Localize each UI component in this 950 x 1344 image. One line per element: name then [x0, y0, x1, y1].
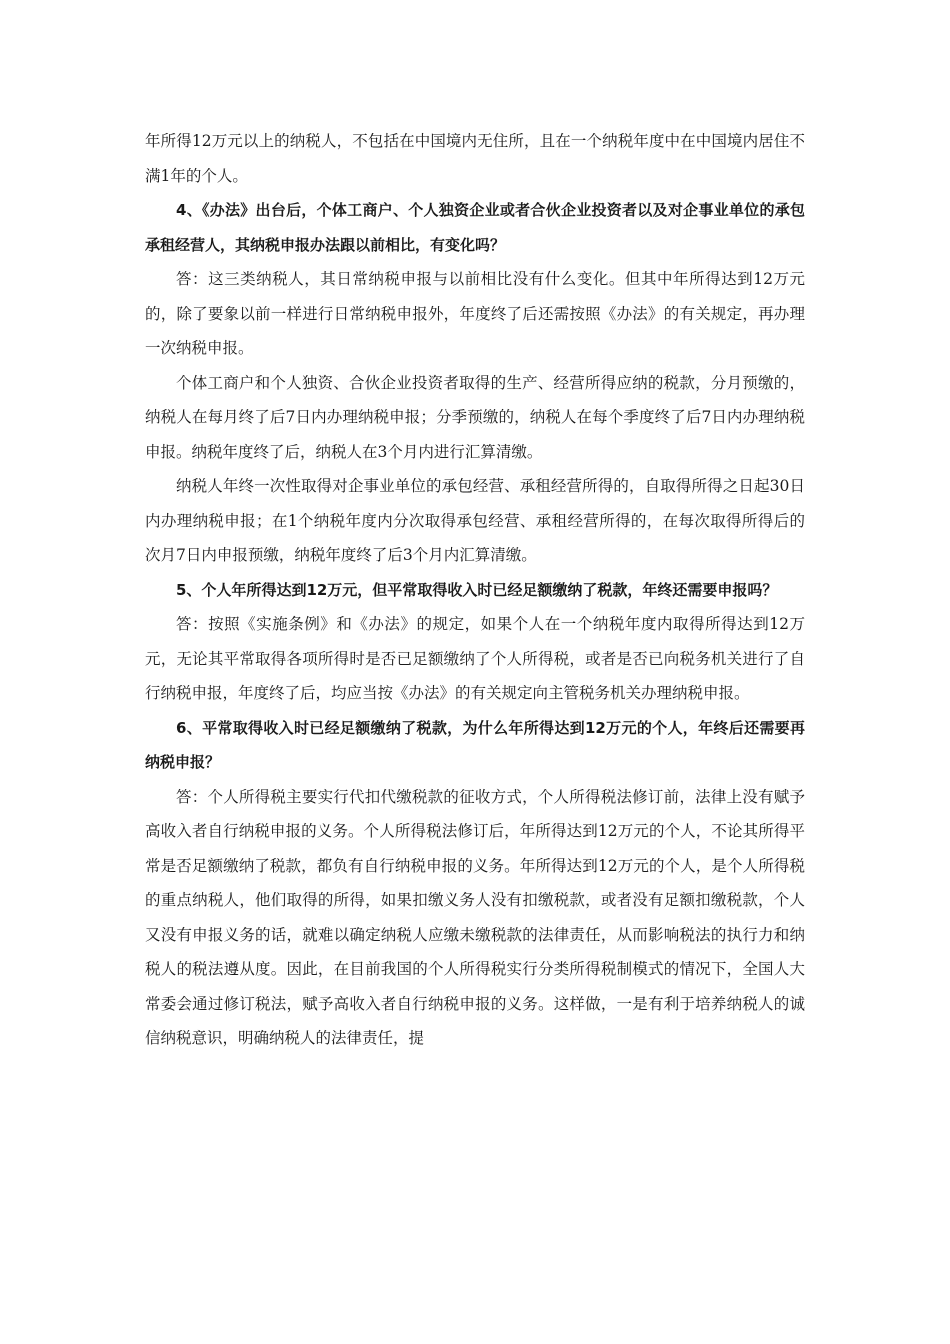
answer-4-paragraph-2: 个体工商户和个人独资、合伙企业投资者取得的生产、经营所得应纳的税款，分月预缴的，纳税人在每月终了后7日内办理纳税申报；分季预缴的，纳税人在每个季度终了后7日内办理纳税申报。纳税年度终了后，纳税人在3个月内进行汇算清缴。 — [145, 373, 805, 461]
question-4-heading: 4、《办法》出台后，个体工商户、个人独资企业或者合伙企业投资者以及对企事业单位的承包承租经营人，其纳税申报办法跟以前相比，有变化吗？ — [145, 201, 805, 254]
question-5-heading: 5、个人年所得达到12万元，但平常取得收入时已经足额缴纳了税款，年终还需要申报吗？ — [176, 580, 778, 599]
question-6-heading: 6、平常取得收入时已经足额缴纳了税款，为什么年所得达到12万元的个人，年终后还需要再纳税申报？ — [145, 718, 805, 771]
answer-5-paragraph: 答：按照《实施条例》和《办法》的规定，如果个人在一个纳税年度内取得所得达到12万元，无论其平常取得各项所得时是否已足额缴纳了个人所得税，或者是否已向税务机关进行了自行纳税申报，年度终了后，均应当按《办法》的有关规定向主管税务机关办理纳税申报。 — [145, 615, 805, 702]
answer-6-paragraph: 答：个人所得税主要实行代扣代缴税款的征收方式，个人所得税法修订前，法律上没有赋予高收入者自行纳税申报的义务。个人所得税法修订后，年所得达到12万元的个人，不论其所得平常是否足额缴纳了税款，都负有自行纳税申报的义务。年所得达到12万元的个人，是个人所得税的重点纳税人，他们取得的所得，如果扣缴义务人没有扣缴税款，或者没有足额扣缴税款，个人又没有申报义务的话，就难以确定纳税人应缴未缴税款的法律责任，从而影响税法的执行力和纳税人的税法遵从度。因此，在目前我国的个人所得税实行分类所得税制模式的情况下，全国人大常委会通过修订税法，赋予高收入者自行纳税申报的义务。这样做，一是有利于培养纳税人的诚信纳税意识，明确纳税人的法律责任，提 — [145, 787, 805, 1047]
document-page — [145, 124, 805, 1056]
continuation-paragraph: 年所得12万元以上的纳税人，不包括在中国境内无住所，且在一个纳税年度中在中国境内居住不满1年的个人。 — [145, 132, 805, 185]
answer-4-paragraph-1: 答：这三类纳税人，其日常纳税申报与以前相比没有什么变化。但其中年所得达到12万元的，除了要象以前一样进行日常纳税申报外，年度终了后还需按照《办法》的有关规定，再办理一次纳税申报。 — [145, 270, 805, 357]
answer-4-paragraph-3: 纳税人年终一次性取得对企事业单位的承包经营、承租经营所得的，自取得所得之日起30日内办理纳税申报；在1个纳税年度内分次取得承包经营、承租经营所得的，在每次取得所得后的次月7日内申报预缴，纳税年度终了后3个月内汇算清缴。 — [145, 477, 805, 564]
